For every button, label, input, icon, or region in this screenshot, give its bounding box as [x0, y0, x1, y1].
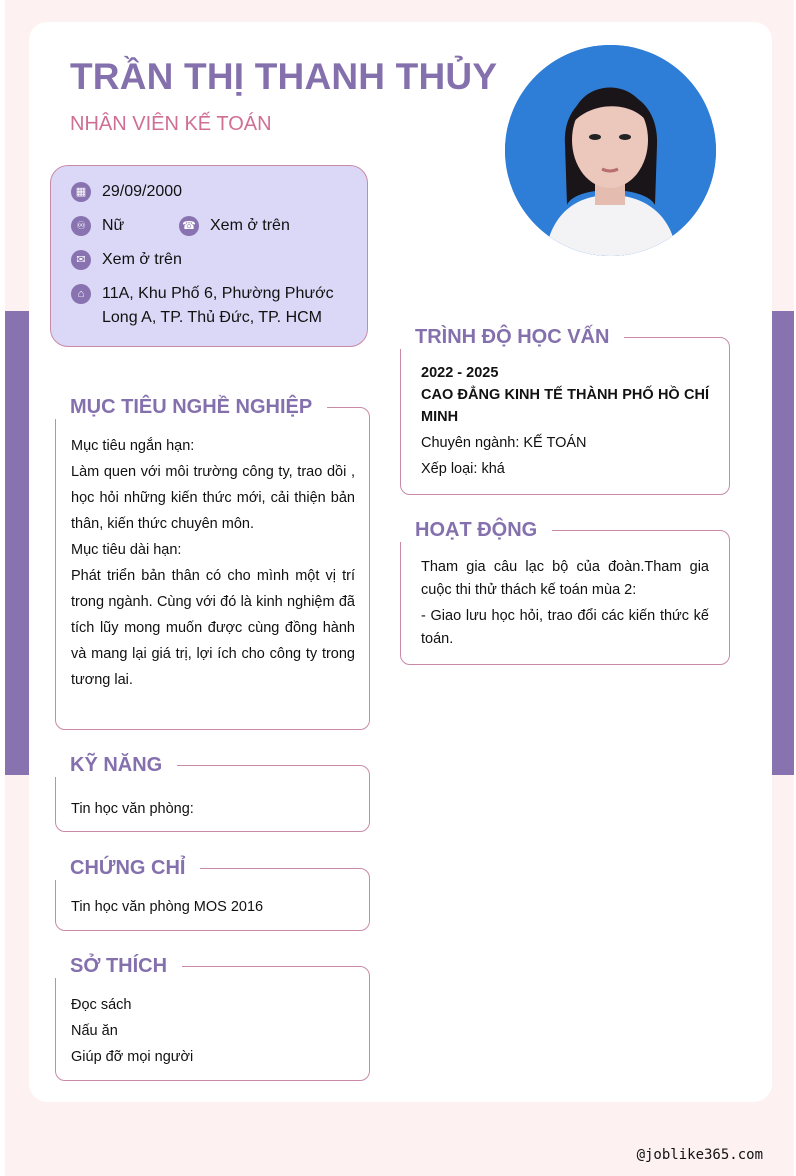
activities-title: HOẠT ĐỘNG [400, 518, 552, 542]
job-title: NHÂN VIÊN KẾ TOÁN [70, 113, 272, 135]
envelope-icon: ✉ [71, 250, 91, 270]
birthday-row [71, 180, 182, 204]
gender-row [71, 214, 124, 238]
phone-value: Xem ở trên [210, 217, 290, 234]
education-title: TRÌNH ĐỘ HỌC VẤN [400, 325, 624, 349]
hobby-item: Nấu ăn [71, 1023, 118, 1039]
address-line-1: 11A, Khu Phố 6, Phường Phước [102, 285, 334, 302]
phone-row [179, 214, 290, 238]
birthday-value: 29/09/2000 [102, 183, 183, 200]
email-value: Xem ở trên [102, 251, 182, 268]
calendar-icon: ▦ [71, 182, 91, 202]
education-rank: Xếp loại: khá [421, 461, 505, 477]
home-icon: ⌂ [71, 284, 91, 304]
address-value [102, 282, 334, 330]
skills-title: KỸ NĂNG [55, 753, 177, 777]
email-row [71, 248, 182, 272]
hobby-item: Giúp đỡ mọi người [71, 1049, 194, 1065]
profile-photo [505, 45, 716, 256]
objective-content [71, 433, 355, 693]
left-accent-band [5, 311, 30, 775]
education-content [421, 362, 709, 480]
address-row [71, 282, 334, 330]
activities-content [421, 556, 709, 651]
certificates-title: CHỨNG CHỈ [55, 856, 200, 880]
phone-icon: ☎ [179, 216, 199, 236]
skills-text: Tin học văn phòng: [71, 801, 194, 817]
education-major: Chuyên ngành: KẾ TOÁN [421, 435, 587, 451]
activities-text-2: - Giao lưu học hỏi, trao đổi các kiến thức kế toán. [421, 608, 709, 647]
objective-long-label: Mục tiêu dài hạn: [71, 542, 182, 558]
candidate-name: TRẦN THỊ THANH THỦY [70, 56, 498, 97]
hobbies-title: SỞ THÍCH [55, 954, 182, 978]
address-line-2: Long A, TP. Thủ Đức, TP. HCM [102, 309, 323, 326]
activities-text-1: Tham gia câu lạc bộ của đoàn.Tham gia cuộc thi thử thách kế toán mùa 2: [421, 559, 709, 598]
footer-watermark: @joblike365.com [636, 1147, 763, 1163]
objective-title: MỤC TIÊU NGHỀ NGHIỆP [55, 395, 327, 419]
objective-short-text: Làm quen với môi trường công ty, trao dồi , học hỏi những kiến thức mới, cải thiện bản thân, kiến thức chuyên môn. [71, 464, 355, 532]
gender-value: Nữ [102, 217, 125, 234]
objective-long-text: Phát triển bản thân có cho mình một vị trí trong ngành. Cùng với đó là kinh nghiệm đã tích lũy mong muốn được cùng đồng hành và mang lại giá trị, lợi ích cho công ty trong tương lai. [71, 568, 355, 688]
hobbies-list [71, 992, 355, 1070]
right-accent-band [772, 311, 794, 775]
gender-icon: ♾ [71, 216, 91, 236]
hobby-item: Đọc sách [71, 997, 132, 1013]
education-school: CAO ĐẲNG KINH TẾ THÀNH PHỐ HỒ CHÍ MINH [421, 387, 709, 425]
education-years: 2022 - 2025 [421, 365, 499, 381]
certificates-text: Tin học văn phòng MOS 2016 [71, 899, 264, 915]
objective-short-label: Mục tiêu ngắn hạn: [71, 438, 195, 454]
